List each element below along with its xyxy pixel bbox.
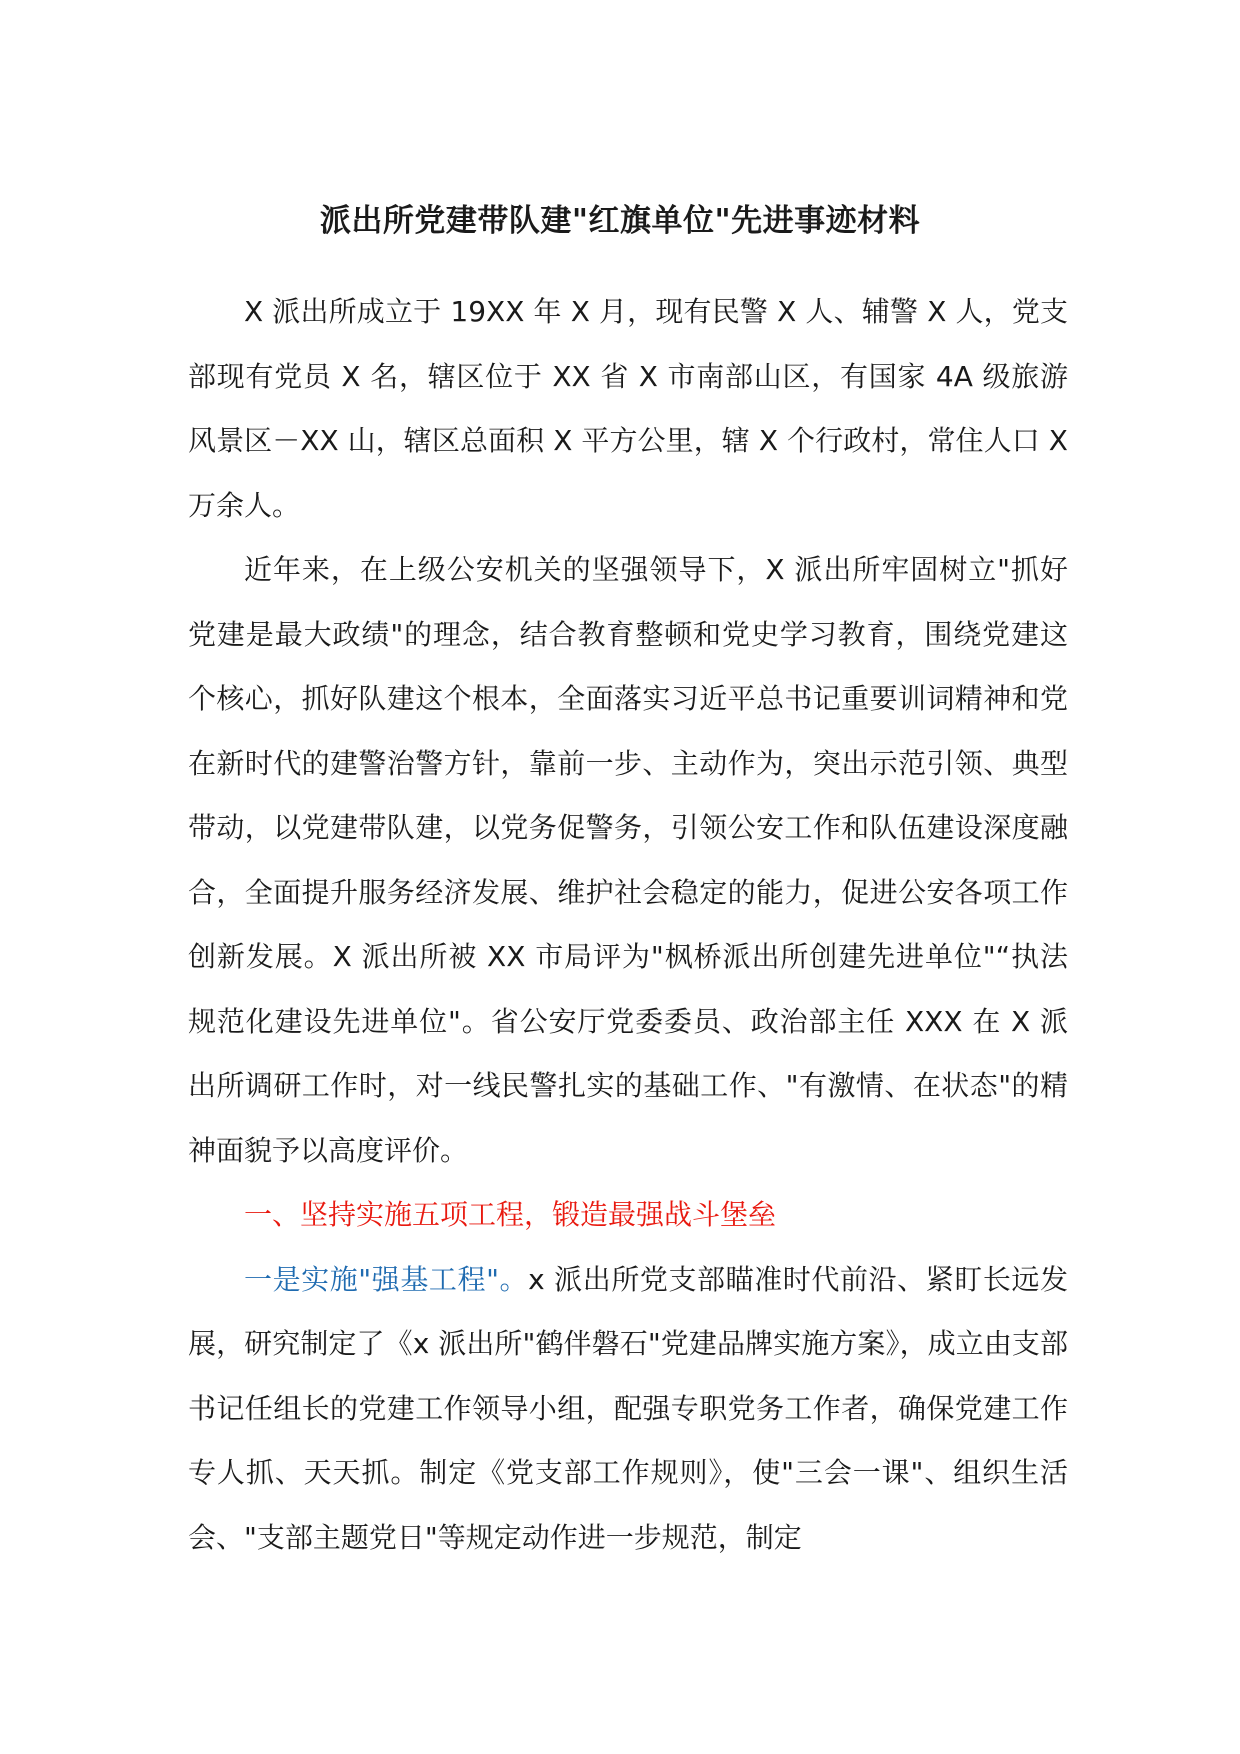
paragraph-lead-phrase: 一是实施"强基工程"。 [244, 1262, 529, 1296]
section-heading: 一、坚持实施五项工程，锻造最强战斗堡垒 [244, 1198, 777, 1231]
paragraph-overview: 近年来，在上级公安机关的坚强领导下，X 派出所牢固树立"抓好党建是最大政绩"的理念，结合教育整顿和党史学习教育，围绕党建这个核心，抓好队建这个根本，全面落实习近平总书记重要训词精神和党在新时代的建警治警方针，靠前一步、主动作为，突出示范引领、典型带动，以党建带队建，以党务促警务，引领公安工作和队伍建设深度融合，全面提升服务经济发展、维护社会稳定的能力，促进公安各项工作创新发展。X 派出所被 XX 市局评为"枫桥派出所创建先进单位"“执法规范化建设先进单位"。省公安厅党委委员、政治部主任 XXX 在 X 派出所调研工作时，对一线民警扎实的基础工作、"有激情、在状态"的精神面貌予以高度评价。 [188, 553, 1068, 1167]
paragraph-strong-foundation [188, 1248, 1068, 1571]
paragraph-intro: X 派出所成立于 19XX 年 X 月，现有民警 X 人、辅警 X 人，党支部现有党员 X 名，辖区位于 XX 省 X 市南部山区，有国家 4A 级旅游风景区－XX 山，辖区总面积 X 平方公里，辖 X 个行政村，常住人口 X 万余人。 [188, 295, 1068, 522]
document-body [188, 280, 1068, 1570]
paragraph-body-text: x 派出所党支部瞄准时代前沿、紧盯长远发展，研究制定了《x 派出所"鹤伴磐石"党建品牌实施方案》，成立由支部书记任组长的党建工作领导小组，配强专职党务工作者，确保党建工作专人抓、天天抓。制定《党支部工作规则》，使"三会一课"、组织生活会、"支部主题党日"等规定动作进一步规范，制定 [188, 1262, 1068, 1554]
document-title: 派出所党建带队建"红旗单位"先进事迹材料 [319, 203, 921, 239]
